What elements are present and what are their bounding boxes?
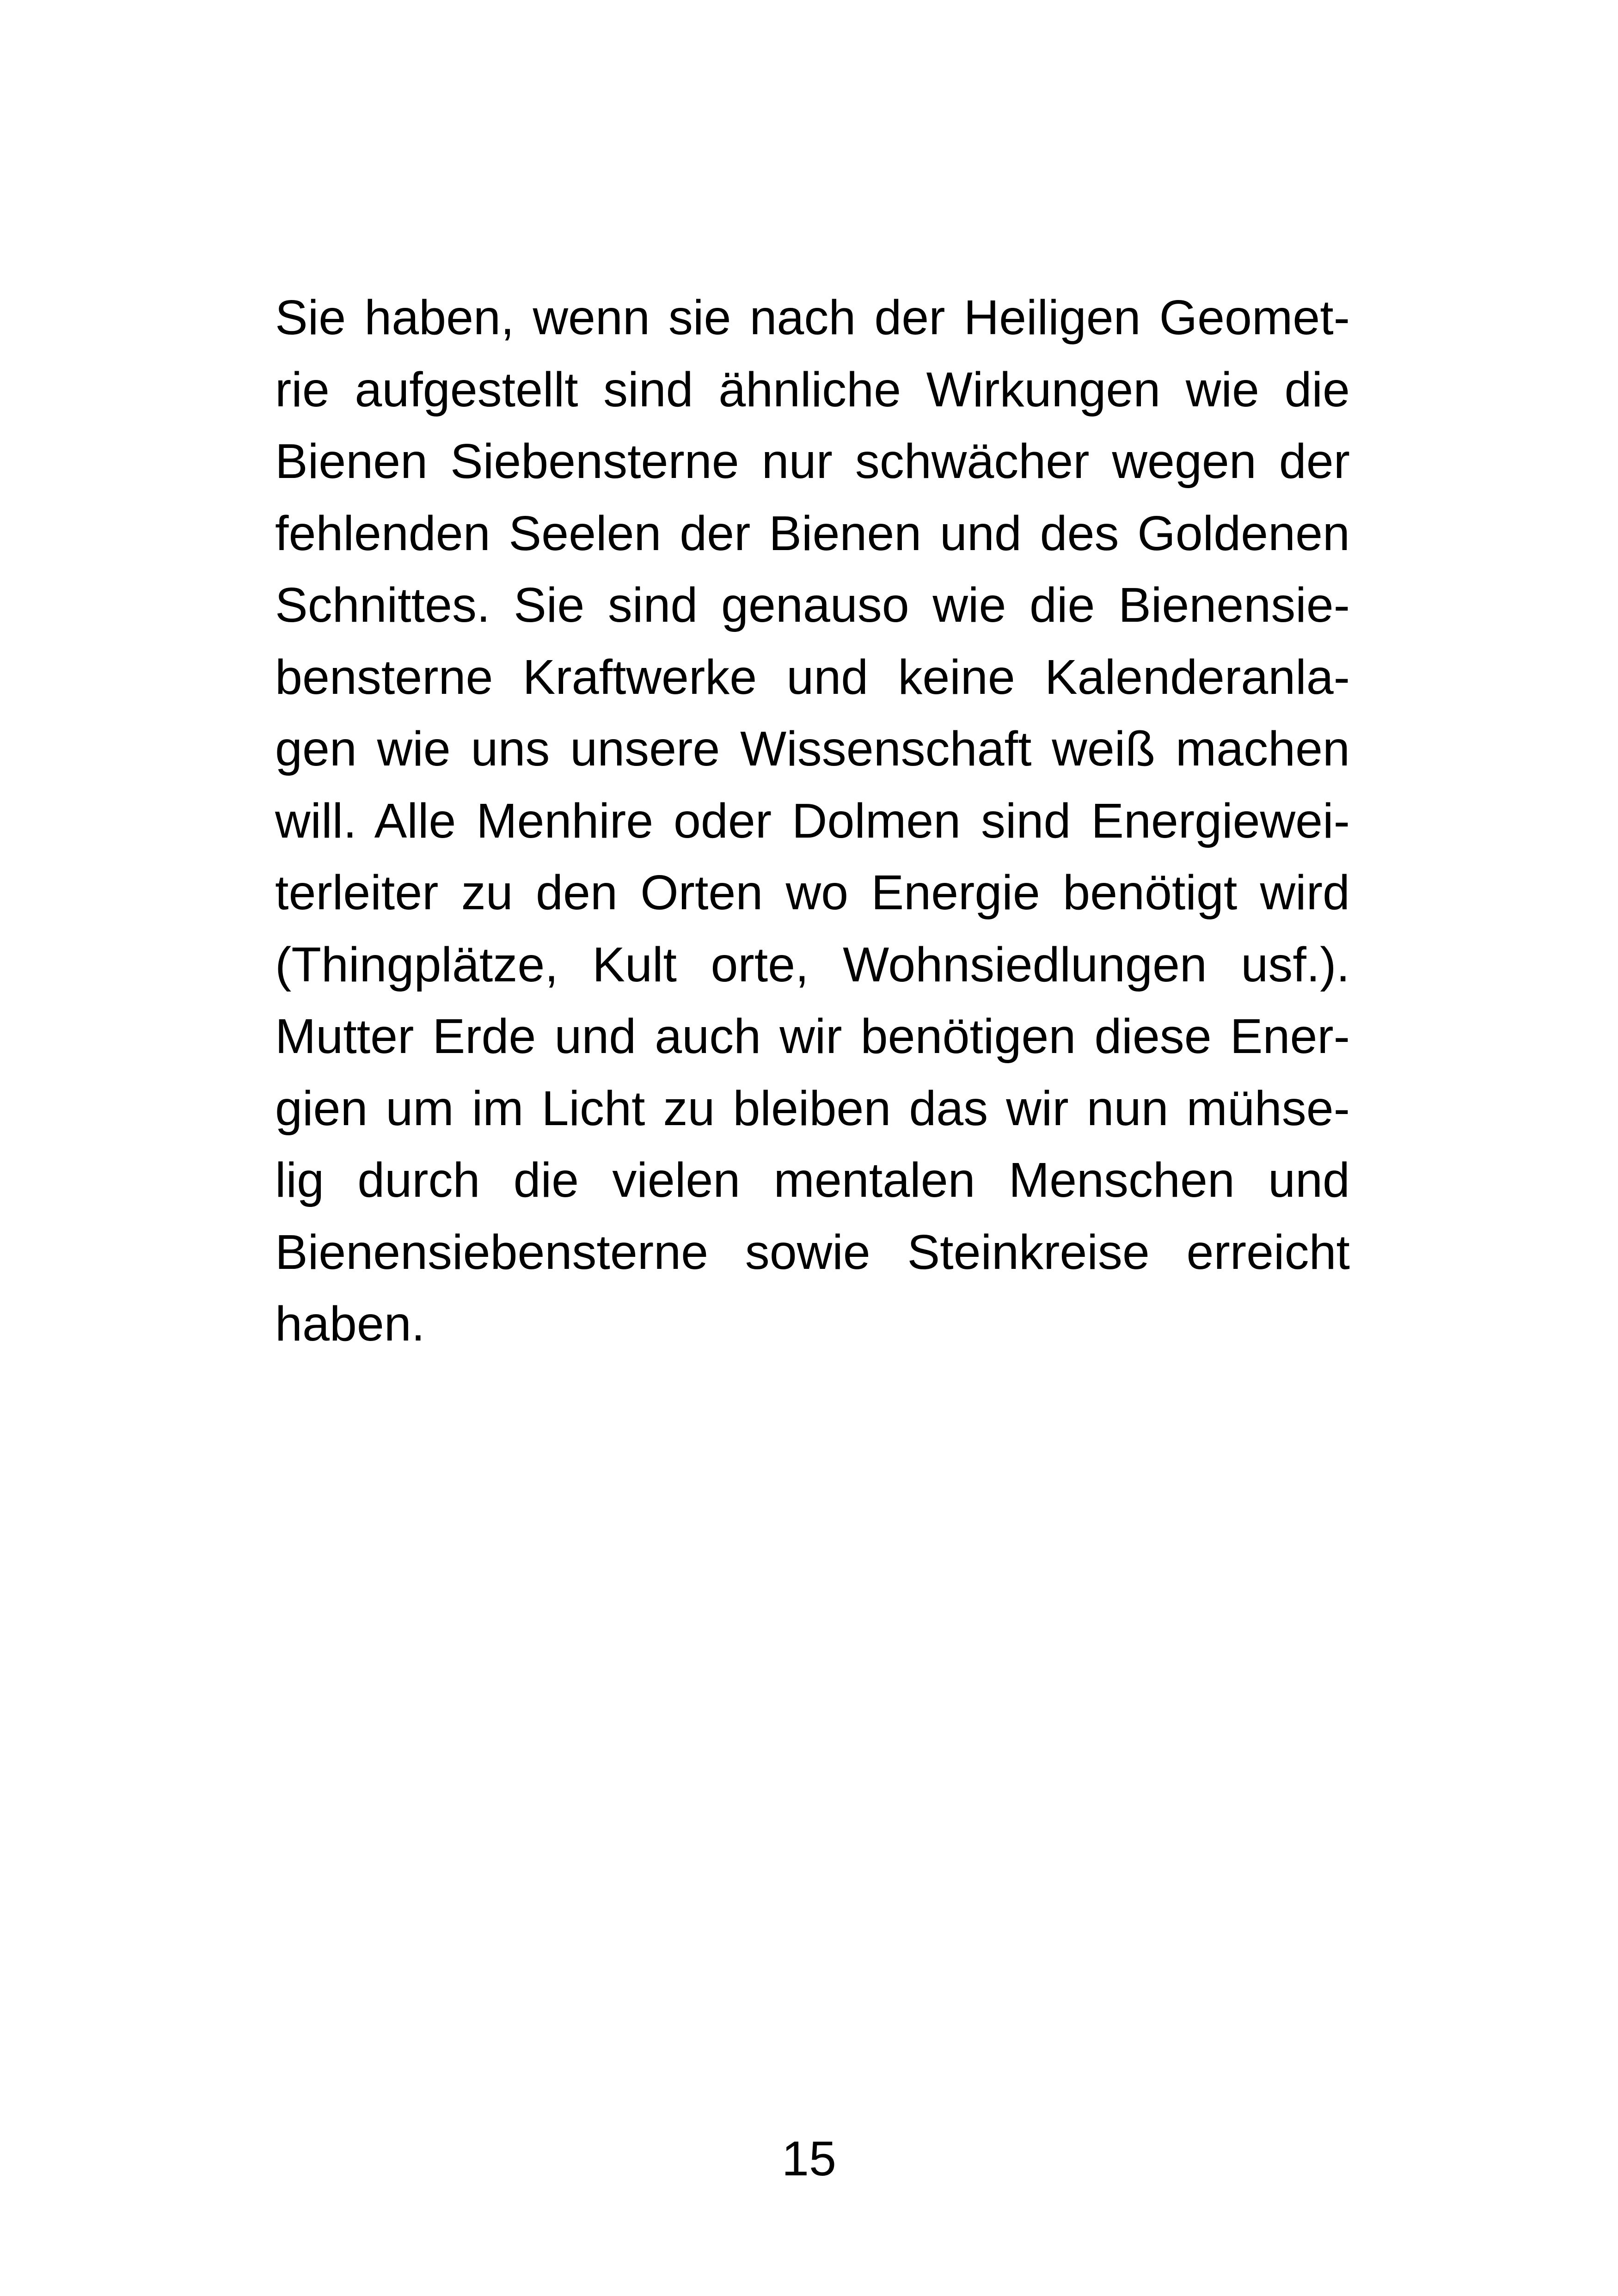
text-line: lig durch die vielen mentalen Menschen und: [275, 1153, 1350, 1207]
text-line: fehlenden Seelen der Bienen und des Goldenen: [275, 506, 1350, 561]
text-line: gien um im Licht zu bleiben das wir nun mühse-: [275, 1081, 1350, 1136]
text-line: Mutter Erde und auch wir benötigen diese Ener-: [275, 1009, 1350, 1064]
text-line: Schnittes. Sie sind genauso wie die Bienensie-: [275, 578, 1350, 632]
text-line: rie aufgestellt sind ähnliche Wirkungen wie die: [275, 362, 1350, 417]
text-line: terleiter zu den Orten wo Energie benötigt wird: [275, 865, 1350, 920]
text-line: gen wie uns unsere Wissenschaft weiß machen: [275, 722, 1350, 776]
text-line: (Thingplätze, Kult orte, Wohnsiedlungen usf.).: [275, 937, 1350, 992]
page-number: 15: [782, 2131, 836, 2186]
body-paragraph: [275, 282, 1350, 1360]
text-line: bensterne Kraftwerke und keine Kalenderanla-: [275, 649, 1350, 704]
text-line: Bienensiebensterne sowie Steinkreise erreicht: [275, 1225, 1350, 1280]
text-line: Sie haben, wenn sie nach der Heiligen Geomet-: [275, 290, 1350, 345]
text-line: Bienen Siebensterne nur schwächer wegen der: [275, 434, 1350, 489]
text-line: will. Alle Menhire oder Dolmen sind Energiewei-: [275, 793, 1350, 848]
text-line: haben.: [275, 1297, 425, 1351]
